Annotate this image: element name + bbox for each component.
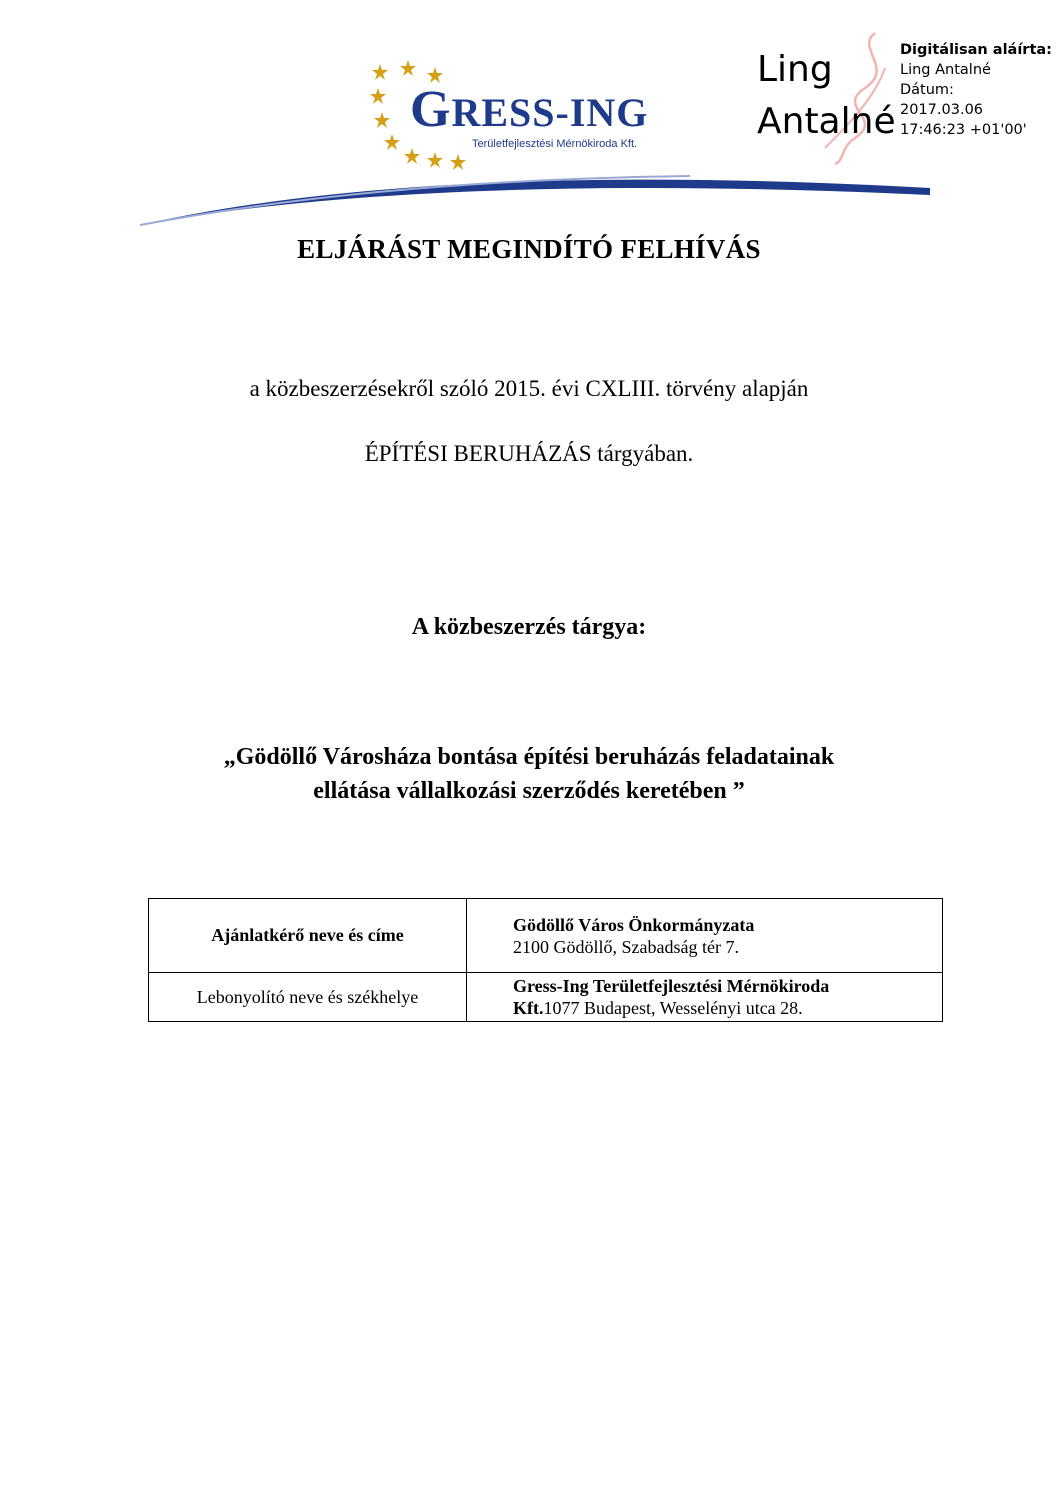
logo-tagline: Területfejlesztési Mérnökiroda Kft. xyxy=(472,138,638,150)
signature-time: 17:46:23 +01'00' xyxy=(900,122,1027,138)
document-title: ELJÁRÁST MEGINDÍTÓ FELHÍVÁS xyxy=(297,234,761,264)
signature-signer: Ling Antalné xyxy=(900,62,991,78)
subject-line-2: ellátása vállalkozási szerződés keretében ” xyxy=(313,778,745,804)
organizer-label: Lebonyolító neve és székhelye xyxy=(149,973,467,1022)
signature-name: Ling Antalné xyxy=(757,49,896,142)
table-row xyxy=(149,899,943,973)
contracting-authority-label: Ajánlatkérő neve és címe xyxy=(149,899,467,973)
signature-date: 2017.03.06 xyxy=(900,102,984,118)
law-reference: a közbeszerzésekről szóló 2015. évi CXLIII. törvény alapján xyxy=(249,376,809,401)
signature-label: Digitálisan aláírta: xyxy=(900,42,1052,58)
organizer-value: Gress-Ing Területfejlesztési Mérnökiroda Kft.1077 Budapest, Wesselényi utca 28. xyxy=(467,973,943,1022)
info-table xyxy=(148,898,943,1022)
subject-type: ÉPÍTÉSI BERUHÁZÁS tárgyában. xyxy=(364,441,694,466)
subject-line-1: „Gödöllő Városháza bontása építési beruházás feladatainak xyxy=(223,744,835,770)
signature-date-label: Dátum: xyxy=(900,82,954,98)
subject-heading: A közbeszerzés tárgya: xyxy=(411,614,647,640)
logo-wordmark: GRESS-ING xyxy=(410,81,649,138)
contracting-authority-value: Gödöllő Város Önkormányzata 2100 Gödöllő, Szabadság tér 7. xyxy=(467,899,943,973)
table-row xyxy=(149,973,943,1022)
signature-details xyxy=(900,40,1052,140)
